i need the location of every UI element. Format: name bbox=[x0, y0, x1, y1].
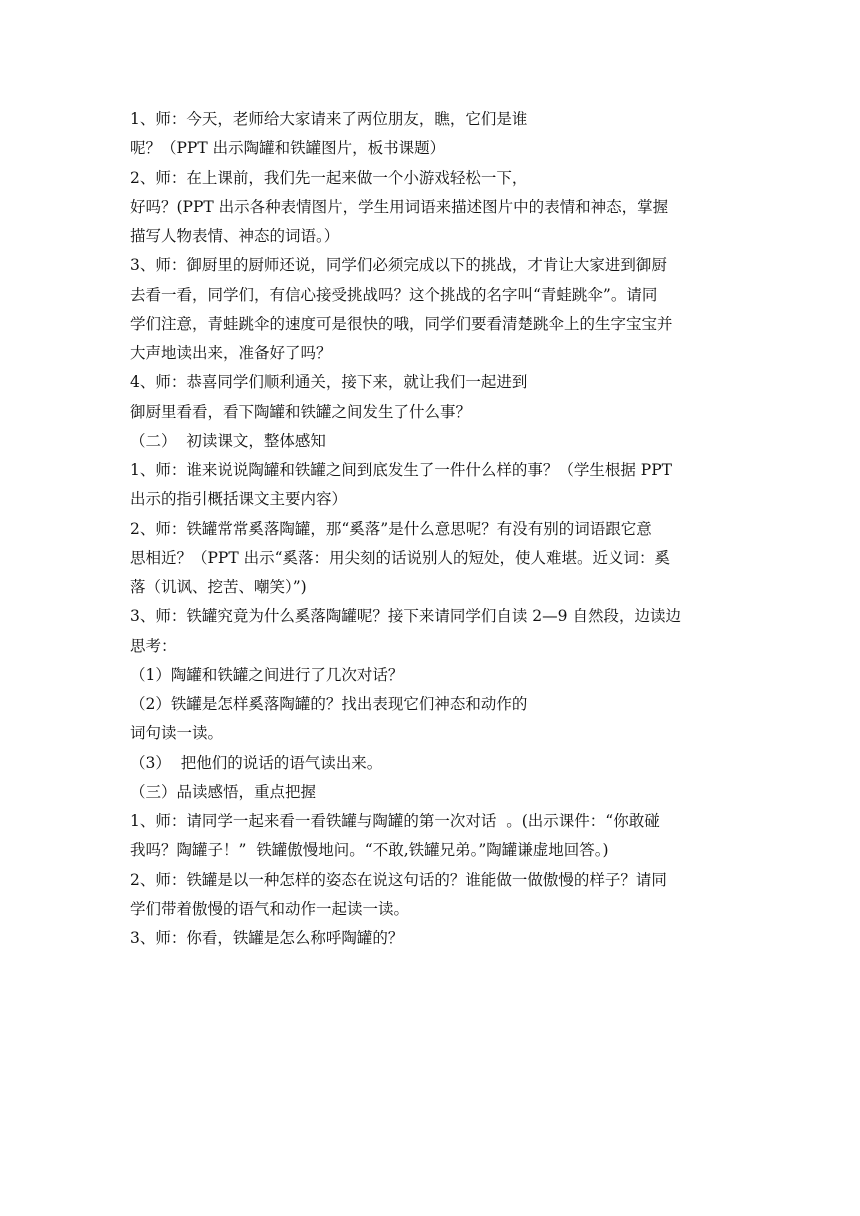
text-line: 2、师：铁罐常常奚落陶罐，那“奚落”是什么意思呢？有没有别的词语跟它意 bbox=[130, 519, 652, 538]
text-line: 1、师：今天，老师给大家请来了两位朋友，瞧，它们是谁 bbox=[130, 110, 528, 128]
section-heading: （二） 初读课文，整体感知 bbox=[130, 431, 326, 450]
text-line: 思相近？（PPT 出示“奚落：用尖刻的话说别人的短处，使人难堪。近义词：奚 bbox=[130, 548, 671, 567]
text-line: 呢？（PPT 出示陶罐和铁罐图片，板书课题） bbox=[130, 139, 446, 158]
section-heading: （三）品读感悟，重点把握 bbox=[130, 782, 317, 801]
question-item: （3） 把他们的说话的语气读出来。 bbox=[130, 753, 383, 772]
text-line: 2、师：在上课前，我们先一起来做一个小游戏轻松一下， bbox=[130, 168, 528, 187]
text-line: 词句读一读。 bbox=[130, 724, 224, 743]
text-line: 出示的指引概括课文主要内容） bbox=[130, 490, 348, 509]
text-line: 去看一看，同学们，有信心接受挑战吗？这个挑战的名字叫“青蛙跳伞”。请同 bbox=[130, 285, 658, 304]
text-line: 学们带着傲慢的语气和动作一起读一读。 bbox=[130, 899, 410, 918]
text-line: 好吗？(PPT 出示各种表情图片，学生用词语来描述图片中的表情和神态，掌握 bbox=[130, 197, 669, 216]
text-line: 落（讥讽、挖苦、嘲笑）”) bbox=[130, 578, 307, 596]
text-line: 3、师：铁罐究竟为什么奚落陶罐呢？接下来请同学们自读 2—9 自然段，边读边 bbox=[130, 607, 681, 626]
text-line: 2、师：铁罐是以一种怎样的姿态在说这句话的？谁能做一做傲慢的样子？请同 bbox=[130, 870, 667, 889]
text-line: 大声地读出来，准备好了吗？ bbox=[130, 344, 332, 362]
text-line: 思考： bbox=[130, 636, 177, 655]
text-line: 我吗？陶罐子！” 铁罐傲慢地问。“不敢,铁罐兄弟。”陶罐谦虚地回答。) bbox=[130, 841, 609, 860]
document-body bbox=[130, 105, 734, 953]
text-line: 描写人物表情、神态的词语。） bbox=[130, 227, 340, 245]
text-line: 3、师：御厨里的厨师还说，同学们必须完成以下的挑战，才肯让大家进到御厨 bbox=[130, 256, 667, 275]
text-line: 3、师：你看，铁罐是怎么称呼陶罐的？ bbox=[130, 929, 404, 947]
question-item: （1）陶罐和铁罐之间进行了几次对话？ bbox=[130, 665, 404, 684]
text-line: 4、师：恭喜同学们顺利通关，接下来，就让我们一起进到 bbox=[130, 373, 528, 392]
text-line: 学们注意，青蛙跳伞的速度可是很快的哦，同学们要看清楚跳伞上的生字宝宝并 bbox=[130, 314, 673, 333]
text-line: 御厨里看看，看下陶罐和铁罐之间发生了什么事？ bbox=[130, 402, 472, 421]
text-line: 1、师：谁来说说陶罐和铁罐之间到底发生了一件什么样的事？（学生根据 PPT bbox=[130, 461, 672, 479]
text-line: 1、师：请同学一起来看一看铁罐与陶罐的第一次对话 。(出示课件：“你敢碰 bbox=[130, 812, 660, 830]
question-item: （2）铁罐是怎样奚落陶罐的？找出表现它们神态和动作的 bbox=[130, 695, 528, 713]
